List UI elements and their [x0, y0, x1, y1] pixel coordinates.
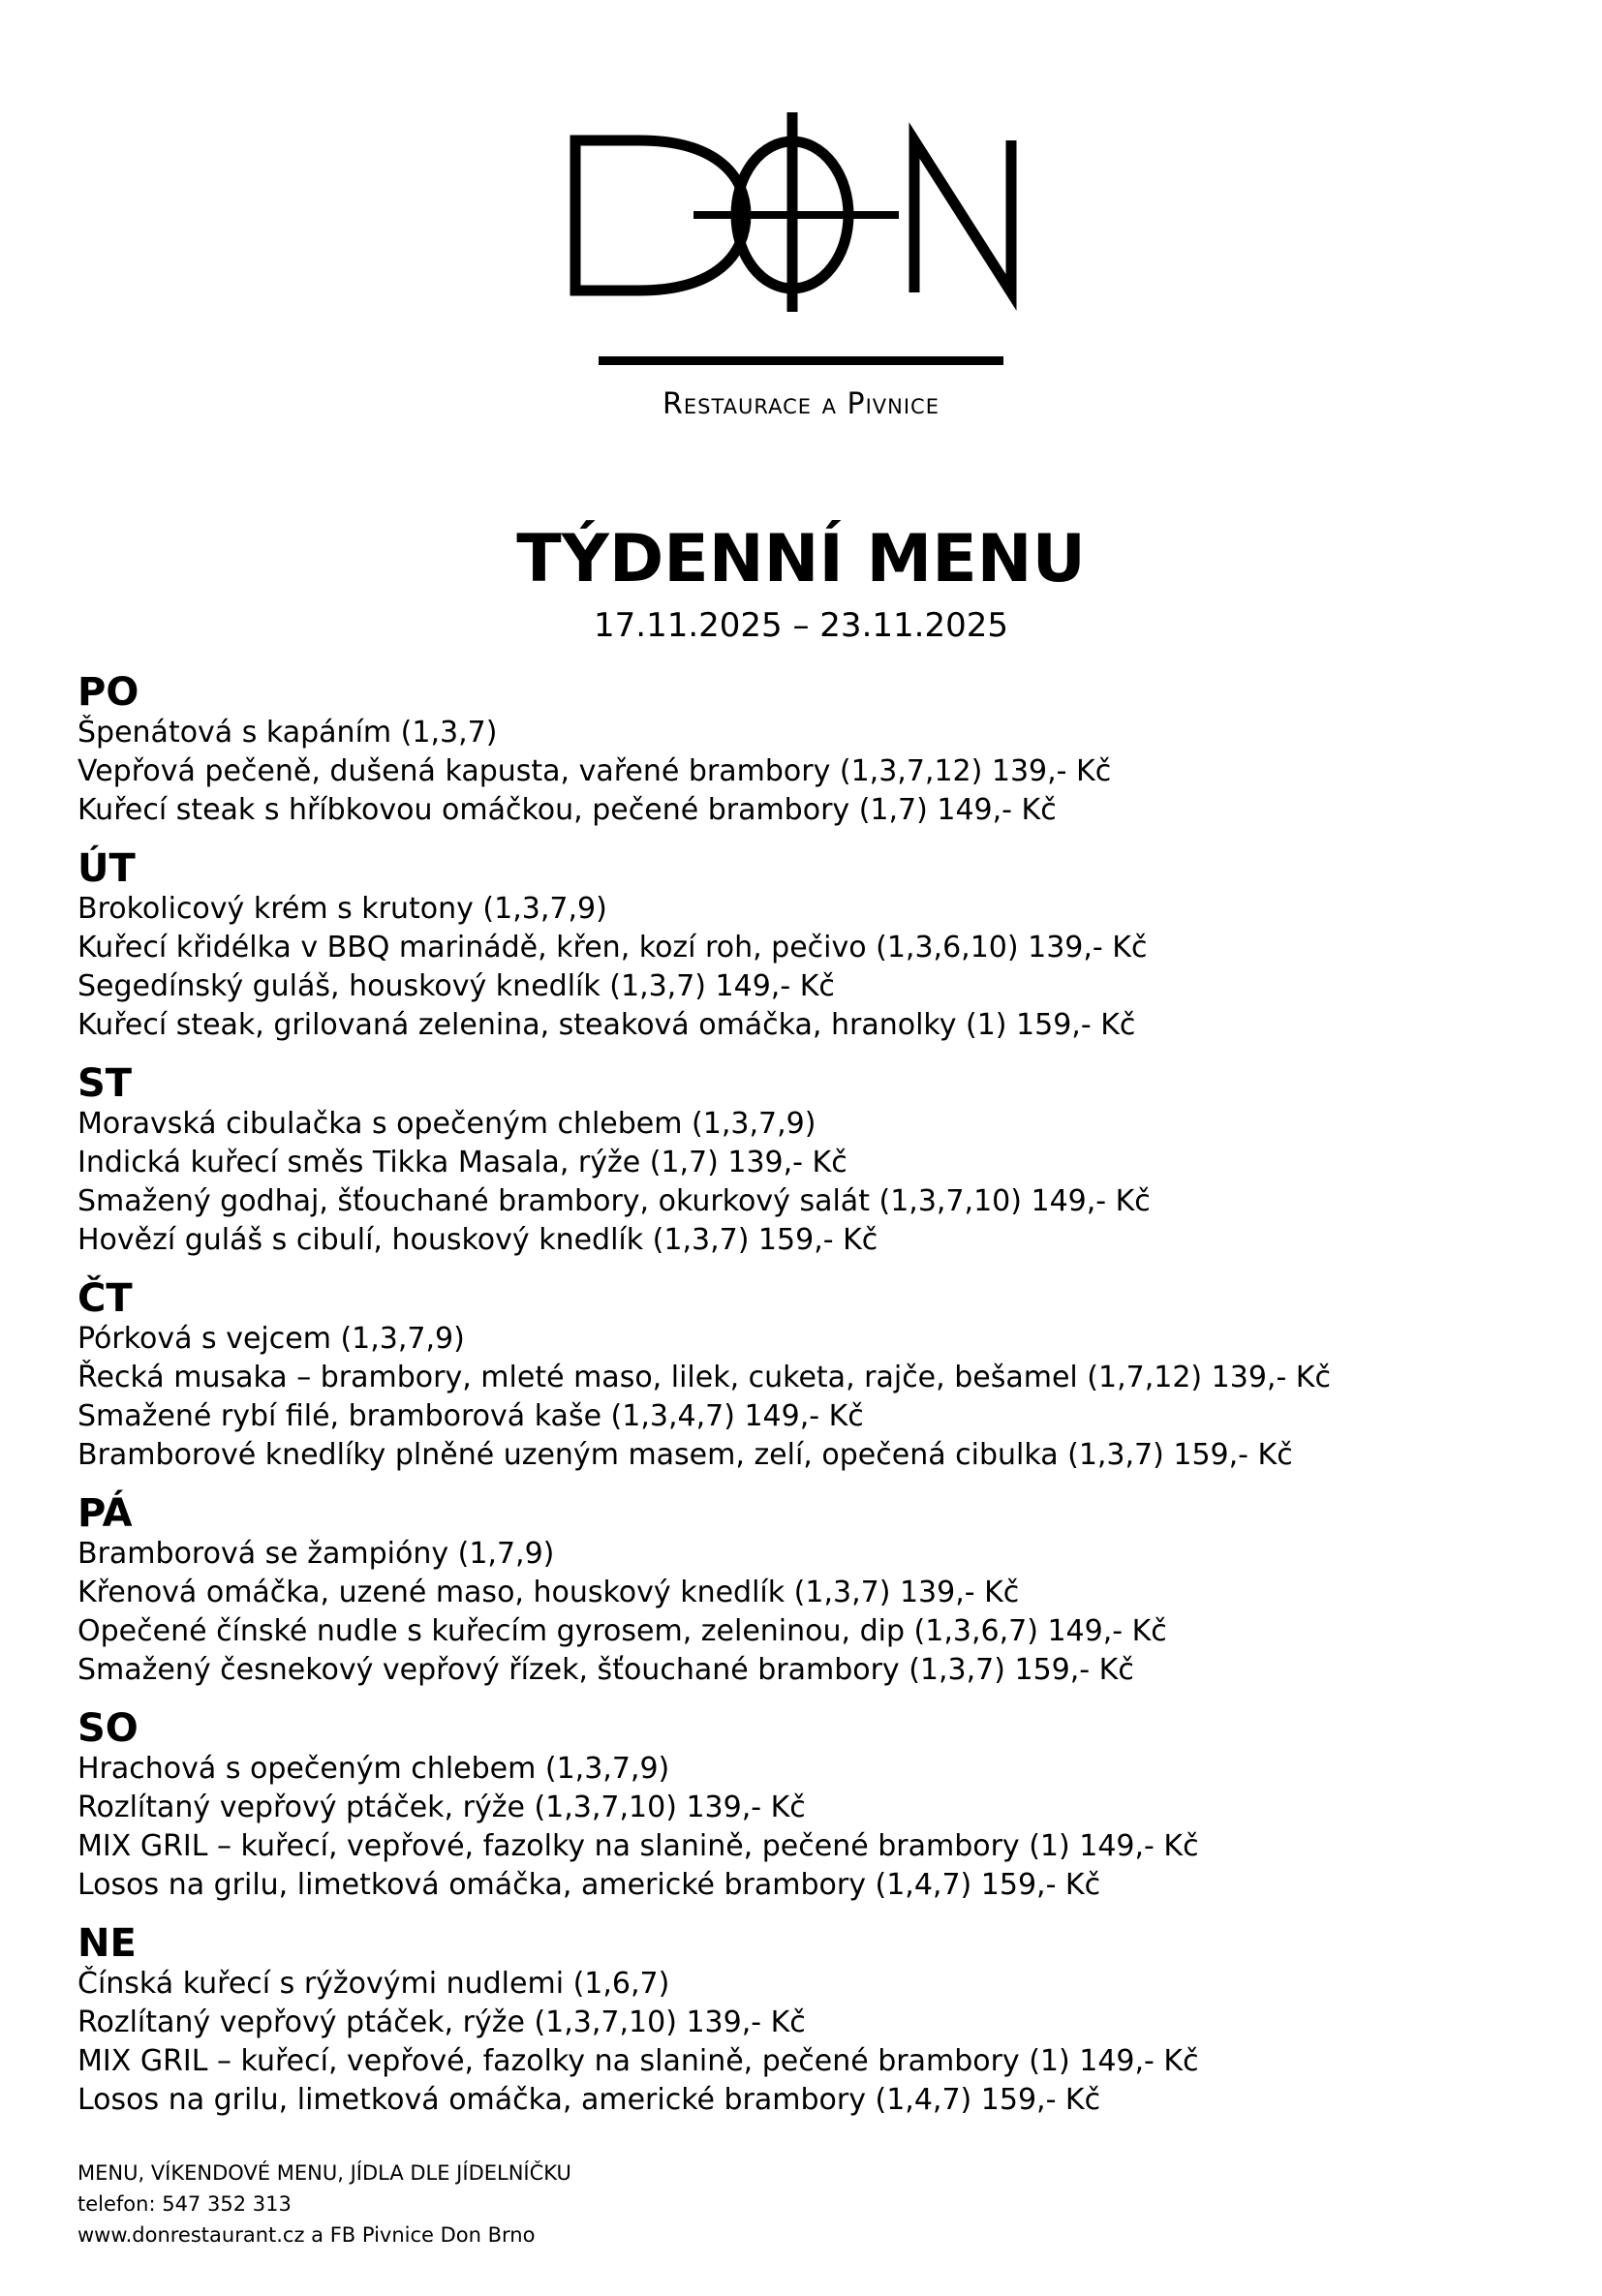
dish-item: Smažený godhaj, šťouchané brambory, okurkový salát (1,3,7,10) 149,- Kč	[77, 1184, 1151, 1218]
date-range: 17.11.2025 – 23.11.2025	[594, 606, 1008, 645]
dish-item: Kuřecí steak s hříbkovou omáčkou, pečené brambory (1,7) 149,- Kč	[77, 793, 1057, 827]
day-label: PÁ	[77, 1491, 133, 1536]
dish-item: Rozlítaný vepřový ptáček, rýže (1,3,7,10) 139,- Kč	[77, 1791, 806, 1824]
day-label: ČT	[77, 1276, 133, 1321]
day-friday	[77, 1489, 1530, 1690]
dish-item: Opečené čínské nudle s kuřecím gyrosem, zeleninou, dip (1,3,6,7) 149,- Kč	[77, 1614, 1167, 1648]
day-saturday	[77, 1704, 1530, 1905]
dish-item: Křenová omáčka, uzené maso, houskový knedlík (1,3,7) 139,- Kč	[77, 1576, 1020, 1609]
day-thursday	[77, 1274, 1530, 1475]
day-label: ST	[77, 1061, 133, 1106]
footer-phone: telefon: 547 352 313	[77, 2192, 292, 2216]
dish-item: Losos na grilu, limetková omáčka, americké brambory (1,4,7) 159,- Kč	[77, 1868, 1101, 1902]
dish-item: Hrachová s opečeným chlebem (1,3,7,9)	[77, 1752, 670, 1786]
day-label: NE	[77, 1921, 137, 1966]
day-label: PO	[77, 670, 139, 715]
footer-website: www.donrestaurant.cz a FB Pivnice Don Brno	[77, 2223, 536, 2247]
footer-info	[77, 2158, 571, 2250]
dish-item: Moravská cibulačka s opečeným chlebem (1,3,7,9)	[77, 1107, 816, 1141]
footer-note: MENU, VÍKENDOVÉ MENU, JÍDLA DLE JÍDELNÍČKU	[77, 2161, 571, 2185]
page-title: TÝDENNÍ MENU	[516, 521, 1086, 597]
dish-item: MIX GRIL – kuřecí, vepřové, fazolky na slanině, pečené brambory (1) 149,- Kč	[77, 1829, 1199, 1863]
dish-item: Indická kuřecí směs Tikka Masala, rýže (1,7) 139,- Kč	[77, 1146, 847, 1179]
dish-item: Bramborové knedlíky plněné uzeným masem, zelí, opečená cibulka (1,3,7) 159,- Kč	[77, 1438, 1293, 1472]
dish-item: Brokolicový krém s krutony (1,3,7,9)	[77, 892, 607, 926]
day-tuesday	[77, 844, 1530, 1045]
dish-item: Řecká musaka – brambory, mleté maso, lilek, cuketa, rajče, bešamel (1,7,12) 139,- Kč	[77, 1361, 1331, 1394]
logo-letter-n	[914, 140, 1011, 292]
dish-item: Smažený česnekový vepřový řízek, šťouchané brambory (1,3,7) 159,- Kč	[77, 1653, 1134, 1687]
dish-item: Čínská kuřecí s rýžovými nudlemi (1,6,7)	[77, 1967, 670, 2001]
dish-item: Bramborová se žampióny (1,7,9)	[77, 1537, 555, 1571]
dish-item: Pórková s vejcem (1,3,7,9)	[77, 1322, 465, 1356]
dish-item: Smažené rybí filé, bramborová kaše (1,3,4,7) 149,- Kč	[77, 1399, 864, 1433]
dish-item: Kuřecí křidélka v BBQ marinádě, křen, kozí roh, pečivo (1,3,6,10) 139,- Kč	[77, 931, 1148, 964]
logo-underline-bar	[599, 356, 1003, 365]
dish-item: Segedínský guláš, houskový knedlík (1,3,7) 149,- Kč	[77, 969, 835, 1003]
weekly-menu	[77, 666, 1530, 2120]
day-label: ÚT	[77, 846, 136, 891]
dish-item: MIX GRIL – kuřecí, vepřové, fazolky na slanině, pečené brambory (1) 149,- Kč	[77, 2044, 1199, 2078]
day-label: SO	[77, 1706, 139, 1751]
dish-item: Vepřová pečeně, dušená kapusta, vařené brambory (1,3,7,12) 139,- Kč	[77, 754, 1112, 788]
restaurant-subtitle: Restaurace a Pivnice	[662, 387, 940, 421]
day-wednesday	[77, 1059, 1530, 1260]
dish-item: Losos na grilu, limetková omáčka, americké brambory (1,4,7) 159,- Kč	[77, 2083, 1101, 2117]
dish-item: Hovězí guláš s cibulí, houskový knedlík (1,3,7) 159,- Kč	[77, 1223, 878, 1257]
dish-item: Špenátová s kapáním (1,3,7)	[77, 716, 498, 750]
dish-item: Kuřecí steak, grilovaná zelenina, steaková omáčka, hranolky (1) 159,- Kč	[77, 1008, 1136, 1042]
day-sunday	[77, 1919, 1530, 2120]
dish-item: Rozlítaný vepřový ptáček, rýže (1,3,7,10) 139,- Kč	[77, 2005, 806, 2039]
day-monday	[77, 668, 1530, 830]
